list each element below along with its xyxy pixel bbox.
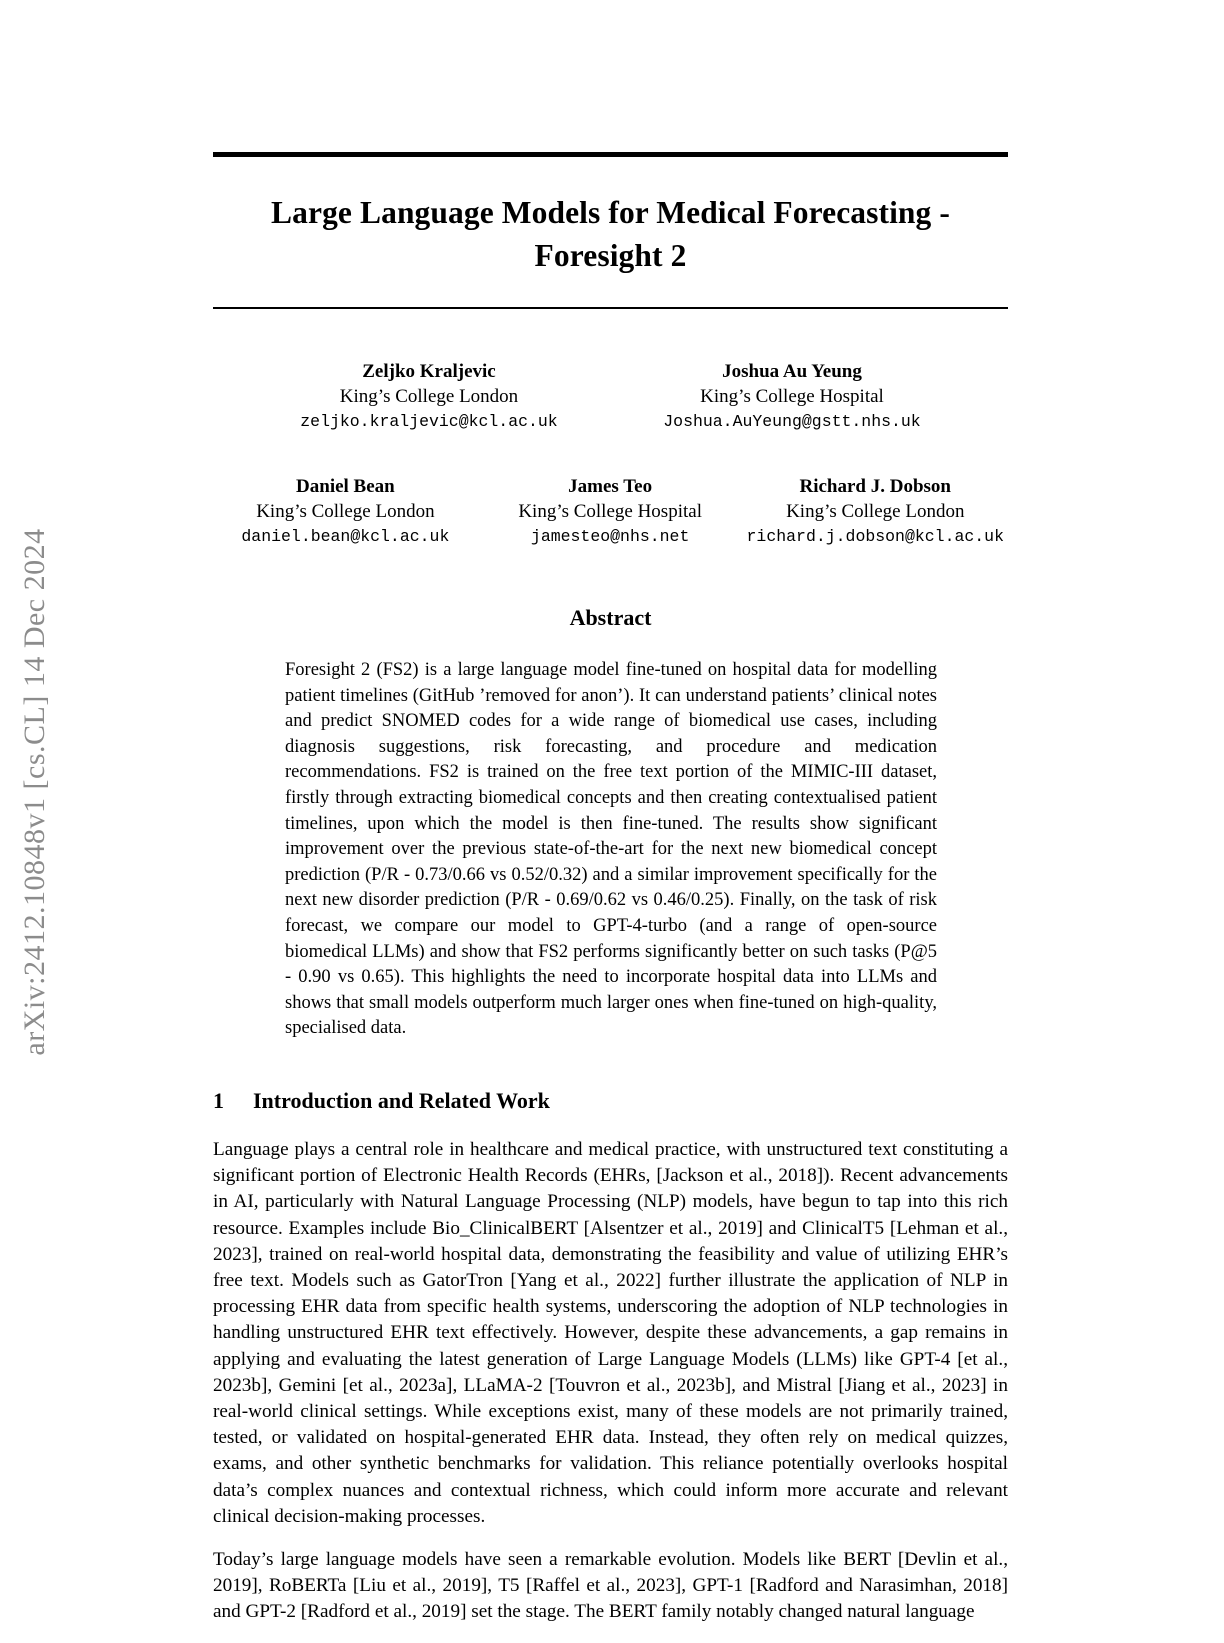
author-email: jamesteo@nhs.net: [530, 527, 690, 546]
author-affiliation: King’s College London: [339, 386, 519, 407]
title-rule-bottom: [213, 307, 1008, 309]
section-number: 1: [213, 1087, 224, 1113]
title-rule-top: [213, 152, 1008, 157]
author-email: daniel.bean@kcl.ac.uk: [241, 527, 450, 546]
author-name: James Teo: [568, 476, 653, 497]
author-entry: [611, 359, 974, 434]
body-paragraph: Today’s large language models have seen a remarkable evolution. Models like BERT [Devlin et al., 2019], RoBERTa [Liu et al., 2019], T5 [Raffel et al., 2023], GPT-1 [Radford and Narasimhan, 2018] and GPT-2 [Radford et al., 2019] set the stage. The BERT family notably changed natural language: [213, 1548, 1008, 1623]
author-affiliation: King’s College Hospital: [518, 501, 702, 522]
author-name: Richard J. Dobson: [799, 476, 951, 497]
abstract-section: [213, 605, 1008, 1042]
author-name: Joshua Au Yeung: [722, 361, 862, 382]
author-email: richard.j.dobson@kcl.ac.uk: [746, 527, 1004, 546]
section-title: Introduction and Related Work: [253, 1087, 550, 1113]
author-affiliation: King’s College London: [786, 501, 965, 522]
abstract-heading: Abstract: [569, 605, 652, 630]
page-title: Large Language Models for Medical Forecasting - Foresight 2: [271, 195, 950, 273]
abstract-body: Foresight 2 (FS2) is a large language model fine-tuned on hospital data for modelling patient timelines (GitHub ’removed for anon’). It can understand patients’ clinical notes and predict SNOMED codes for a wide range of biomedical use cases, including diagnosis suggestions, risk forecasting, and procedure and medication recommendations. FS2 is trained on the free text portion of the MIMIC-III dataset, firstly through extracting biomedical concepts and then creating contextualised patient timelines, upon which the model is then fine-tuned. The results show significant improvement over the previous state-of-the-art for the next new biomedical concept prediction (P/R - 0.73/0.66 vs 0.52/0.32) and a similar improvement specifically for the next new disorder prediction (P/R - 0.69/0.62 vs 0.46/0.25). Finally, on the task of risk forecast, we compare our model to GPT-4-turbo (and a range of open-source biomedical LLMs) and show that FS2 performs significantly better on such tasks (P@5 - 0.90 vs 0.65). This highlights the need to incorporate hospital data into LLMs and shows that small models outperform much larger ones when fine-tuned on high-quality, specialised data.: [285, 660, 937, 1039]
author-row-1: [213, 359, 1008, 434]
author-entry: [743, 474, 1008, 549]
author-entry: [478, 474, 743, 549]
author-name: Zeljko Kraljevic: [362, 361, 496, 382]
author-email: zeljko.kraljevic@kcl.ac.uk: [300, 412, 558, 431]
body-paragraph: Language plays a central role in healthcare and medical practice, with unstructured text constituting a significant portion of Electronic Health Records (EHRs, [Jackson et al., 2018]). Recent advancements in AI, particularly with Natural Language Processing (NLP) models, have begun to tap into this rich resource. Examples include Bio_ClinicalBERT [Alsentzer et al., 2019] and ClinicalT5 [Lehman et al., 2023], trained on real-world hospital data, demonstrating the feasibility and value of utilizing EHR’s free text. Models such as GatorTron [Yang et al., 2022] further illustrate the application of NLP in processing EHR data from specific health systems, underscoring the adoption of NLP technologies in handling unstructured EHR text effectively. However, despite these advancements, a gap remains in applying and evaluating the latest generation of Large Language Models (LLMs) like GPT-4 [et al., 2023b], Gemini [et al., 2023a], LLaMA-2 [Touvron et al., 2023b], and Mistral [Jiang et al., 2023] in real-world clinical settings. While exceptions exist, many of these models are not primarily trained, tested, or validated on hospital-generated EHR data. Instead, they often rely on medical quizzes, exams, and other synthetic benchmarks for validation. This reliance potentially overlooks hospital data’s complex nuances and contextual richness, which could inform more accurate and relevant clinical decision-making processes.: [213, 1138, 1008, 1527]
author-entry: [213, 474, 478, 549]
author-email: Joshua.AuYeung@gstt.nhs.uk: [663, 412, 921, 431]
author-affiliation: King’s College Hospital: [700, 386, 884, 407]
author-name: Daniel Bean: [296, 476, 395, 497]
arxiv-stamp: [0, 0, 70, 1584]
paper-page: [213, 0, 1008, 1643]
author-block: [213, 359, 1008, 549]
author-affiliation: King’s College London: [256, 501, 435, 522]
author-row-2: [213, 474, 1008, 549]
section-heading-introduction: [213, 1088, 1008, 1114]
author-entry: [248, 359, 611, 434]
arxiv-stamp-text: arXiv:2412.10848v1 [cs.CL] 14 Dec 2024: [18, 528, 51, 1056]
